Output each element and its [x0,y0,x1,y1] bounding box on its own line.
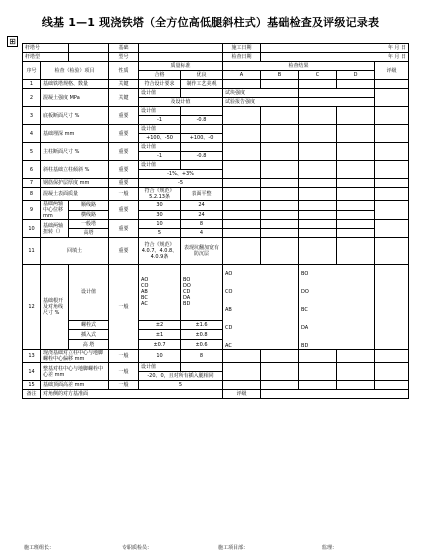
col-item-header: 检查（检验）项目 [41,62,109,80]
row-12-dr-0: BO [183,277,191,284]
row-11-result-c[interactable] [299,238,337,265]
row-11-item: 回填土 [41,238,109,265]
row-11-result-a[interactable] [223,238,261,265]
row-9-result-d-2[interactable] [337,210,375,220]
row-2-design-label: 设计值 [139,89,181,98]
row-12-dl-3: BC [141,295,148,302]
row-12-dl-4: AC [141,301,148,308]
col-excellent-header: 优良 [181,71,223,80]
row-15-no: 15 [23,381,41,390]
row-6-result-a[interactable] [223,161,261,179]
row-10-nature: 重要 [109,220,139,238]
row-2-grade[interactable] [375,89,409,107]
row-10-result-b-1[interactable] [261,220,299,229]
row-12-dl-1: CO [141,283,149,290]
model-label: 型号 [109,53,139,62]
row-14-nature: 一般 [109,363,139,381]
row-2-pass-text: 及设计值 [139,98,223,107]
row-9-excellent-2: 24 [181,210,223,220]
row-12-rr-1: DO [301,289,309,295]
row-12-rr-0: BO [301,271,309,277]
row-12-rl-4: AC [225,343,232,349]
row-9-item-line2: 中心位移 [43,207,64,213]
row-2-no: 2 [23,89,41,107]
row-9-item [41,201,69,220]
row-12-rl-2: AB [225,307,232,313]
row-5-result-c[interactable] [299,143,337,161]
row-12-rl-3: CD [225,325,233,331]
row-3-no: 3 [23,107,41,125]
row-10-result-d-2[interactable] [337,229,375,238]
row-9-no: 9 [23,201,41,220]
row-12-pass-insert: ±1 [139,330,181,340]
row-10-item-line1: 基础两轴 [43,222,64,229]
row-15-pass: 5 [139,381,223,390]
row-14-result-b[interactable] [261,363,299,381]
row-3-result-c[interactable] [299,107,337,125]
row-7-result-b[interactable] [261,179,299,188]
row-14-result-d[interactable] [337,363,375,381]
row-7-result-c[interactable] [299,179,337,188]
tower-type-label: 杆塔型 [23,53,69,62]
row-2-report-value[interactable] [299,98,375,107]
row-10-sub-normal: 一般塔 [69,220,109,229]
row-8-excellent: 表面平整 [181,188,223,201]
row-12-rl-0: AO [225,271,233,277]
row-10-item [41,220,69,238]
row-14-design-label: 设计值 [139,363,181,372]
row-11-result-b[interactable] [261,238,299,265]
row-2-nature: 关键 [109,89,139,107]
row-10-pass-2: 5 [139,229,181,238]
row-13-result-a[interactable] [223,350,261,363]
row-2-report-label: 试验报告强度 [223,98,299,107]
signature-line [22,544,408,554]
row-3-design-label: 设计值 [139,107,181,116]
row-5-no: 5 [23,143,41,161]
row-12-grade[interactable] [375,265,409,350]
tower-no-value[interactable] [69,44,109,53]
row-12-rl-1: CO [225,289,233,295]
inspection-date-label: 检查日期 [223,53,261,62]
signature-worker: 施工班组长： [24,545,55,551]
row-13-result-c[interactable] [299,350,337,363]
col-c-header: C [299,71,337,80]
remark-label: 备注 [23,390,41,399]
row-12-exc-insert: ±0.8 [181,330,223,340]
row-10-excellent-1: 8 [181,220,223,229]
row-14-result-a[interactable] [223,363,261,381]
col-standard-header: 质量标准 [139,62,223,71]
row-3-item: 底板断面尺寸 % [41,107,109,125]
table-move-handle-icon[interactable]: ⊞ [7,36,18,47]
row-12-dr-1: DO [183,283,191,290]
row-9-grade[interactable] [375,201,409,220]
tower-no-label: 杆塔号 [23,44,69,53]
row-7-item: 钢筋保护层厚度 mm [41,179,109,188]
row-11-no: 11 [23,238,41,265]
row-3-nature: 重要 [109,107,139,125]
row-11-pass: 符合《规范》4.0.7、4.0.8、4.0.9条 [139,238,181,265]
col-a-header: A [223,71,261,80]
row-5-nature: 重要 [109,143,139,161]
col-d-header: D [337,71,375,80]
row-15-result-b[interactable] [261,381,299,390]
row-9-result-d-1[interactable] [337,201,375,211]
row-4-item: 基础埋深 mm [41,125,109,143]
model-value[interactable] [139,53,223,62]
row-6-pass: -1%、+3% [139,170,223,179]
row-5-item: 主柱断面尺寸 % [41,143,109,161]
row-14-design-value[interactable] [181,363,223,372]
row-9-item-line1: 基础两轴 [43,201,64,207]
row-10-item-line2: 扭转（） [43,228,64,235]
row-14-pass: -20、0，且对所有插入腿相同 [139,372,223,381]
remark-text[interactable]: 对角侧的对方基准面 [41,390,223,399]
row-7-grade[interactable] [375,179,409,188]
row-1-result-d[interactable] [337,80,375,89]
construction-date-label: 施工日期 [223,44,261,53]
row-14-result-c[interactable] [299,363,337,381]
row-8-grade[interactable] [375,188,409,201]
tower-type-value[interactable] [69,53,109,62]
row-10-result-d-1[interactable] [337,220,375,229]
row-9-result-b-1[interactable] [261,201,299,211]
row-12-design-right [181,265,223,321]
row-1-pass: 符合设计要求 [139,80,181,89]
row-2-item: 混凝土强度 MPa [41,89,109,107]
row-12-exc-high: ±0.6 [181,340,223,350]
row-8-result-c[interactable] [299,188,337,201]
row-6-result-c[interactable] [299,161,337,179]
row-10-pass-1: 10 [139,220,181,229]
row-4-design-label: 设计值 [139,125,181,134]
row-3-result-d[interactable] [337,107,375,125]
row-1-excellent: 制作工艺美观 [181,80,223,89]
row-13-no: 13 [23,350,41,363]
row-4-design-value[interactable] [181,125,223,134]
construction-date-value[interactable]: 年 月 日 [261,44,409,53]
row-4-excellent: +100、-0 [181,134,223,143]
row-2-test-strength-value[interactable] [299,89,375,98]
row-12-dr-3: DA [183,295,191,302]
row-12-nature: 一般 [109,265,139,350]
col-seq-header: 序号 [23,62,41,80]
row-5-pass: -1 [139,152,181,161]
row-9-result-a-1[interactable] [223,201,261,211]
row-6-result-b[interactable] [261,161,299,179]
row-10-no: 10 [23,220,41,238]
row-10-excellent-2: 4 [181,229,223,238]
row-3-result-a[interactable] [223,107,261,125]
row-9-sub-across: 横线路 [69,210,109,220]
row-2-design-value[interactable] [181,89,223,98]
row-11-result-d[interactable] [337,238,375,265]
row-10-grade[interactable] [375,220,409,238]
row-13-pass: 10 [139,350,181,363]
row-3-pass: -1 [139,116,181,125]
row-15-result-a[interactable] [223,381,261,390]
row-9-sub-along: 顺线路 [69,201,109,211]
row-4-no: 4 [23,125,41,143]
inspection-table [22,43,409,399]
row-1-no: 1 [23,80,41,89]
row-8-item: 混凝土表面质量 [41,188,109,201]
row-14-no: 14 [23,363,41,381]
row-12-item [41,265,69,350]
row-12-dl-2: AB [141,289,148,296]
row-6-design-value[interactable] [181,161,223,170]
row-9-item-line3: mm [43,213,53,219]
row-8-result-d[interactable] [337,188,375,201]
row-14-item: 整基对柱中心与地脚螺栓中心差 mm [41,363,109,381]
signature-tech: 专职质检员： [122,545,153,551]
foundation-label: 基础 [109,44,139,53]
row-11-excellent: 表现坑翻加宽有防沉层 [181,238,223,265]
row-12-sub-bolt: 螺栓式 [69,320,109,330]
row-15-result-c[interactable] [299,381,337,390]
col-result-header: 检查结果 [223,62,375,71]
row-12-rr-4: BD [301,343,309,349]
row-12-result-left[interactable] [223,265,299,350]
row-7-no: 7 [23,179,41,188]
row-13-result-b[interactable] [261,350,299,363]
row-6-nature: 重要 [109,161,139,179]
row-10-result-a-2[interactable] [223,229,261,238]
row-10-sub-high: 高塔 [69,229,109,238]
col-b-header: B [261,71,299,80]
row-1-item: 基础铁塔规格、数量 [41,80,109,89]
row-8-nature: 一般 [109,188,139,201]
row-3-design-value[interactable] [181,107,223,116]
row-11-nature: 重要 [109,238,139,265]
row-10-result-c-1[interactable] [299,220,337,229]
row-5-result-b[interactable] [261,143,299,161]
row-7-value: -5 [139,179,223,188]
row-15-item: 基础顶面高差 mm [41,381,109,390]
row-13-nature: 一般 [109,350,139,363]
row-6-item: 斜柱基础立柱倾斜 % [41,161,109,179]
row-14-grade[interactable] [375,363,409,381]
row-7-result-d[interactable] [337,179,375,188]
col-nature-header: 性质 [109,62,139,80]
row-12-item-line2: 及对角线 [43,304,64,310]
row-6-design-label: 设计值 [139,161,181,170]
row-4-nature: 重要 [109,125,139,143]
row-12-result-right[interactable] [299,265,375,350]
row-12-rr-2: BC [301,307,308,313]
row-5-design-value[interactable] [181,143,223,152]
row-3-result-b[interactable] [261,107,299,125]
row-9-pass-1: 30 [139,201,181,211]
row-5-result-d[interactable] [337,143,375,161]
document-title: 线基 1—1 现浇铁塔（全方位高低腿斜柱式）基础检查及评级记录表 [41,16,380,29]
row-5-design-label: 设计值 [139,143,181,152]
row-1-result-b[interactable] [261,80,299,89]
row-4-pass: +100、-50 [139,134,181,143]
row-6-no: 6 [23,161,41,179]
row-9-excellent-1: 24 [181,201,223,211]
row-8-result-b[interactable] [261,188,299,201]
row-4-result-b[interactable] [261,125,299,143]
row-5-result-a[interactable] [223,143,261,161]
row-1-nature: 关键 [109,80,139,89]
row-12-item-line1: 基础根开 [43,298,64,304]
row-9-result-c-2[interactable] [299,210,337,220]
row-4-result-d[interactable] [337,125,375,143]
row-12-sub-high: 高 塔 [69,340,109,350]
row-2-test-strength-label: 试块强度 [223,89,299,98]
row-4-grade[interactable] [375,125,409,143]
col-pass-header: 合格 [139,71,181,80]
row-9-result-b-2[interactable] [261,210,299,220]
row-13-item: 现浇基础对立柱中心与地脚螺栓中心偏移 mm [41,350,109,363]
row-4-result-c[interactable] [299,125,337,143]
row-1-result-c[interactable] [299,80,337,89]
col-grade-header: 评级 [375,62,409,80]
row-9-pass-2: 30 [139,210,181,220]
overall-grade-label: 评级 [223,390,261,399]
row-12-no: 12 [23,265,41,350]
row-4-result-a[interactable] [223,125,261,143]
row-12-sub-design: 设计值 [69,265,109,321]
row-3-excellent: -0.8 [181,116,223,125]
row-9-result-c-1[interactable] [299,201,337,211]
row-11-grade[interactable] [375,238,409,265]
overall-grade-value[interactable] [261,390,409,399]
row-12-item-line3: 尺寸 % [43,310,60,316]
inspection-date-value[interactable]: 年 月 日 [261,53,409,62]
row-12-design-left [139,265,181,321]
row-10-result-c-2[interactable] [299,229,337,238]
row-12-sub-insert: 插入式 [69,330,109,340]
row-15-result-d[interactable] [337,381,375,390]
row-12-pass-bolt: ±2 [139,320,181,330]
row-1-grade[interactable] [375,80,409,89]
row-15-grade[interactable] [375,381,409,390]
row-7-result-a[interactable] [223,179,261,188]
row-3-grade[interactable] [375,107,409,125]
signature-construction: 施工项目部： [218,545,249,551]
signature-inspector: 监理： [322,545,338,551]
row-7-nature: 重要 [109,179,139,188]
row-1-result-a[interactable] [223,80,261,89]
row-13-grade[interactable] [375,350,409,363]
row-9-result-a-2[interactable] [223,210,261,220]
row-13-result-d[interactable] [337,350,375,363]
foundation-value[interactable] [139,44,223,53]
row-12-rr-3: DA [301,325,309,331]
row-8-pass: 符合《规范》5.2.13条 [139,188,181,201]
row-15-nature: 一般 [109,381,139,390]
row-5-excellent: -0.8 [181,152,223,161]
row-12-exc-bolt: ±1.6 [181,320,223,330]
row-5-grade[interactable] [375,143,409,161]
row-6-result-d[interactable] [337,161,375,179]
row-12-dl-0: AO [141,277,149,284]
row-12-dr-2: CD [183,289,191,296]
row-12-pass-high: ±0.7 [139,340,181,350]
row-8-result-a[interactable] [223,188,261,201]
row-6-grade[interactable] [375,161,409,179]
row-10-result-a-1[interactable] [223,220,261,229]
row-10-result-b-2[interactable] [261,229,299,238]
row-9-nature: 重要 [109,201,139,220]
row-12-dr-4: BD [183,301,191,308]
row-13-excellent: 8 [181,350,223,363]
row-8-no: 8 [23,188,41,201]
